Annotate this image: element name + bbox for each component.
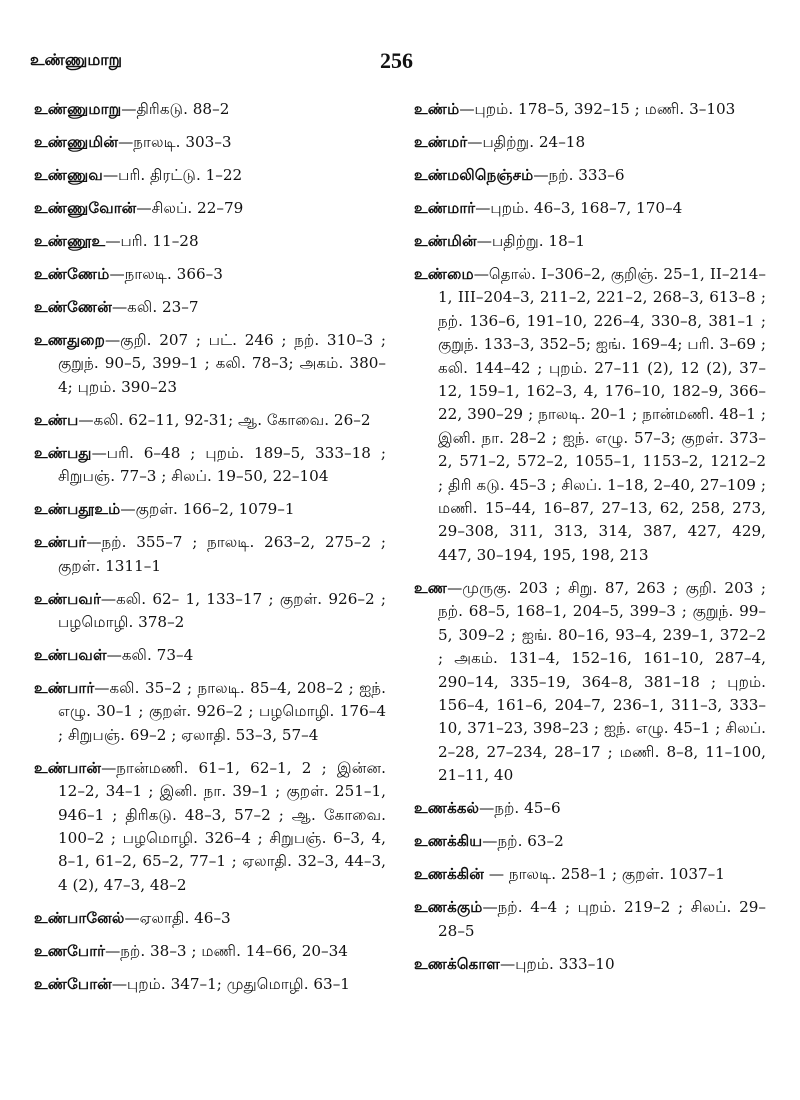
entry-headword: உண்மின்: [414, 232, 477, 250]
entry-references: —நற். 4–4 ; புறம். 219–2 ; சிலப். 29–28–5: [438, 898, 766, 940]
entry-references: —முருகு. 203 ; சிறு. 87, 263 ; குறி. 203 ; நற். 68–5, 168–1, 204–5, 399–3 ; குறுந். 99–5, 309–2 ; ஐங். 80–16, 93–4, 239–1, 372–2 ; அகம். 131–4, 152–16, 161–10, 287–4, 290–14, 335–19, 364–8, 381–18 ; புறம். 156–4, 161–6, 204–7, 236–1, 311–3, 333–10, 371–23, 398–23 ; ஐந். எழு. 45–1 ; சிலப். 2–28, 27–234, 28–17 ; மணி. 8–8, 11–100, 21–11, 40: [438, 578, 766, 785]
index-entry: [34, 677, 386, 747]
entry-headword: உண்பான்: [34, 758, 102, 777]
entry-references: —திரிகடு. 88–2: [121, 100, 230, 118]
entry-headword: உண்போன்: [34, 974, 112, 993]
entry-headword: உண்ணுமாறு: [34, 100, 122, 118]
entry-headword: உணக்கும்: [414, 898, 483, 917]
entry-references: —நான்மணி. 61–1, 62–1, 2 ; இன்ன. 12–2, 34–1 ; இனி. நா. 39–1 ; குறள். 251–1, 946–1 ; திரிகடு. 48–3, 57–2 ; ஆ. கோவை. 100–2 ; பழமொழி. 326–4 ; சிறுபஞ். 6–3, 4, 8–1, 61–2, 65–2, 77–1 ; ஏலாதி. 32–3, 44–3, 4 (2), 47–3, 48–2: [58, 758, 386, 894]
entry-references: —புறம். 46–3, 168–7, 170–4: [475, 199, 683, 217]
entry-references: —நற். 63–2: [482, 832, 564, 851]
index-entry: [414, 577, 766, 788]
entry-references: — நாலடி. 258–1 ; குறள். 1037–1: [484, 865, 725, 884]
entry-headword: உண்ணுமின்: [34, 133, 119, 151]
index-entry: [34, 409, 386, 432]
entry-references: —நற். 355–7 ; நாலடி. 263–2, 275–2 ; குறள். 1311–1: [58, 533, 386, 575]
entry-headword: உண்பதூஉம்: [34, 500, 121, 519]
entry-headword: உணக்கின்: [414, 865, 484, 884]
entry-headword: உண: [414, 578, 448, 597]
entry-headword: உண்பது: [34, 443, 92, 462]
entry-headword: உண்ம்: [414, 100, 460, 118]
entry-references: —நற். 38–3 ; மணி. 14–66, 20–34: [105, 941, 348, 960]
index-entry: [414, 131, 766, 154]
index-entry: [34, 973, 386, 996]
entry-headword: உண்ணூஉ: [34, 232, 106, 250]
entry-references: —குறள். 166–2, 1079–1: [120, 500, 295, 519]
entry-references: —நற். 45–6: [479, 799, 561, 818]
entry-references: —கலி. 35–2 ; நாலடி. 85–4, 208–2 ; ஐந். எழு. 30–1 ; குறள். 926–2 ; பழமொழி. 176–4 ; சிறுபஞ். 69–2 ; ஏலாதி. 53–3, 57–4: [58, 679, 386, 744]
entry-headword: உண்ப: [34, 410, 79, 429]
entry-references: —புறம். 333–10: [500, 954, 615, 973]
entry-references: —பரி. 6–48 ; புறம். 189–5, 333–18 ; சிறுபஞ். 77–3 ; சிலப். 19–50, 22–104: [58, 443, 386, 486]
index-entry: [34, 230, 386, 253]
entry-headword: உண்மர்: [414, 133, 468, 151]
entry-references: —கலி. 73–4: [106, 646, 194, 665]
entry-references: —கலி. 23–7: [111, 298, 199, 316]
entry-references: —கலி. 62– 1, 133–17 ; குறள். 926–2 ; பழமொழி. 378–2: [58, 589, 386, 632]
entry-headword: உணக்கிய: [414, 832, 483, 851]
entry-references: —குறி. 207 ; பட். 246 ; நற். 310–3 ; குறுந். 90–5, 399–1 ; கலி. 78–3; அகம். 380–4; புறம். 390–23: [58, 331, 386, 396]
index-entry: [34, 498, 386, 521]
entry-references: —புறம். 178–5, 392–15 ; மணி. 3–103: [459, 100, 736, 118]
entry-references: —பதிற்று. 24–18: [467, 133, 586, 151]
entry-references: —நற். 333–6: [533, 166, 625, 184]
entry-headword: உண்மை: [414, 265, 474, 283]
entry-references: —புறம். 347–1; முதுமொழி. 63–1: [111, 974, 350, 993]
index-entry: [34, 940, 386, 963]
left-column: [34, 98, 386, 1006]
index-entry: [34, 644, 386, 667]
index-entry: [34, 329, 386, 399]
index-entry: [414, 98, 766, 121]
index-entry: [414, 197, 766, 220]
index-entry: [34, 197, 386, 220]
index-entry: [34, 296, 386, 319]
right-column: [414, 98, 766, 986]
index-entry: [414, 830, 766, 853]
entry-headword: உணபோர்: [34, 941, 106, 960]
entry-headword: உணதுறை: [34, 331, 105, 349]
entry-references: —பதிற்று. 18–1: [476, 232, 586, 250]
entry-headword: உண்பர்: [34, 533, 87, 552]
index-entry: [414, 896, 766, 943]
index-entry: [34, 98, 386, 121]
entry-references: —நாலடி. 303–3: [118, 133, 232, 151]
index-entry: [34, 131, 386, 154]
entry-references: —சிலப். 22–79: [136, 199, 244, 217]
index-entry: [414, 953, 766, 976]
index-entry: [34, 588, 386, 635]
entry-headword: உண்பவர்: [34, 589, 101, 608]
running-head: உண்ணுமாறு: [30, 50, 122, 69]
entry-headword: உணக்கொள: [414, 954, 500, 973]
entry-references: —நாலடி. 366–3: [109, 265, 223, 283]
entry-headword: உண்மார்: [414, 199, 476, 217]
entry-references: —ஏலாதி. 46–3: [124, 908, 231, 927]
index-entry: [414, 164, 766, 187]
entry-headword: உண்மலிநெஞ்சம்: [414, 166, 534, 184]
index-entry: [34, 263, 386, 286]
entry-headword: உண்ணுவோன்: [34, 199, 137, 217]
entry-references: —பரி. 11–28: [105, 232, 199, 250]
entry-references: —கலி. 62–11, 92-31; ஆ. கோவை. 26–2: [78, 410, 371, 429]
index-entry: [34, 907, 386, 930]
page-number: 256: [380, 48, 413, 73]
index-entry: [414, 230, 766, 253]
index-entry: [34, 531, 386, 578]
entry-headword: உண்ணேம்: [34, 265, 110, 283]
index-entry: [34, 164, 386, 187]
entry-headword: உண்பார்: [34, 679, 95, 698]
index-entry: [34, 442, 386, 489]
index-entry: [414, 863, 766, 886]
index-entry: [414, 797, 766, 820]
index-entry: [34, 757, 386, 897]
entry-references: —பரி. திரட்டு. 1–22: [102, 166, 243, 184]
entry-headword: உண்பவள்: [34, 646, 107, 665]
entry-headword: உண்ணேன்: [34, 298, 112, 316]
index-entry: [414, 263, 766, 567]
entry-headword: உண்பானேல்: [34, 908, 125, 927]
entry-headword: உணக்கல்: [414, 799, 480, 818]
entry-references: —தொல். I–306–2, குறிஞ். 25–1, II–214–1, III–204–3, 211–2, 221–2, 268–3, 613–8 ; நற். 136–6, 191–10, 226–4, 330–8, 381–1 ; குறுந். 133–3, 352–5; ஐங். 169–4; பரி. 3–69 ; கலி. 144–42 ; புறம். 27–11 (2), 12 (2), 37–12, 159–1, 162–3, 4, 176–10, 182–9, 366–22, 390–29 ; நாலடி. 20–1 ; நான்மணி. 48–1 ; இனி. நா. 28–2 ; ஐந். எழு. 57–3; குறள். 373–2, 571–2, 572–2, 1055–1, 1153–2, 1212–2 ; திரி கடு. 45–3 ; சிலப். 1–18, 2–40, 27–109 ; மணி. 15–44, 16–87, 27–13, 62, 258, 273, 29–308, 311, 313, 314, 387, 427, 429, 447, 30–194, 195, 198, 213: [438, 265, 766, 564]
entry-headword: உண்ணுவ: [34, 166, 103, 184]
